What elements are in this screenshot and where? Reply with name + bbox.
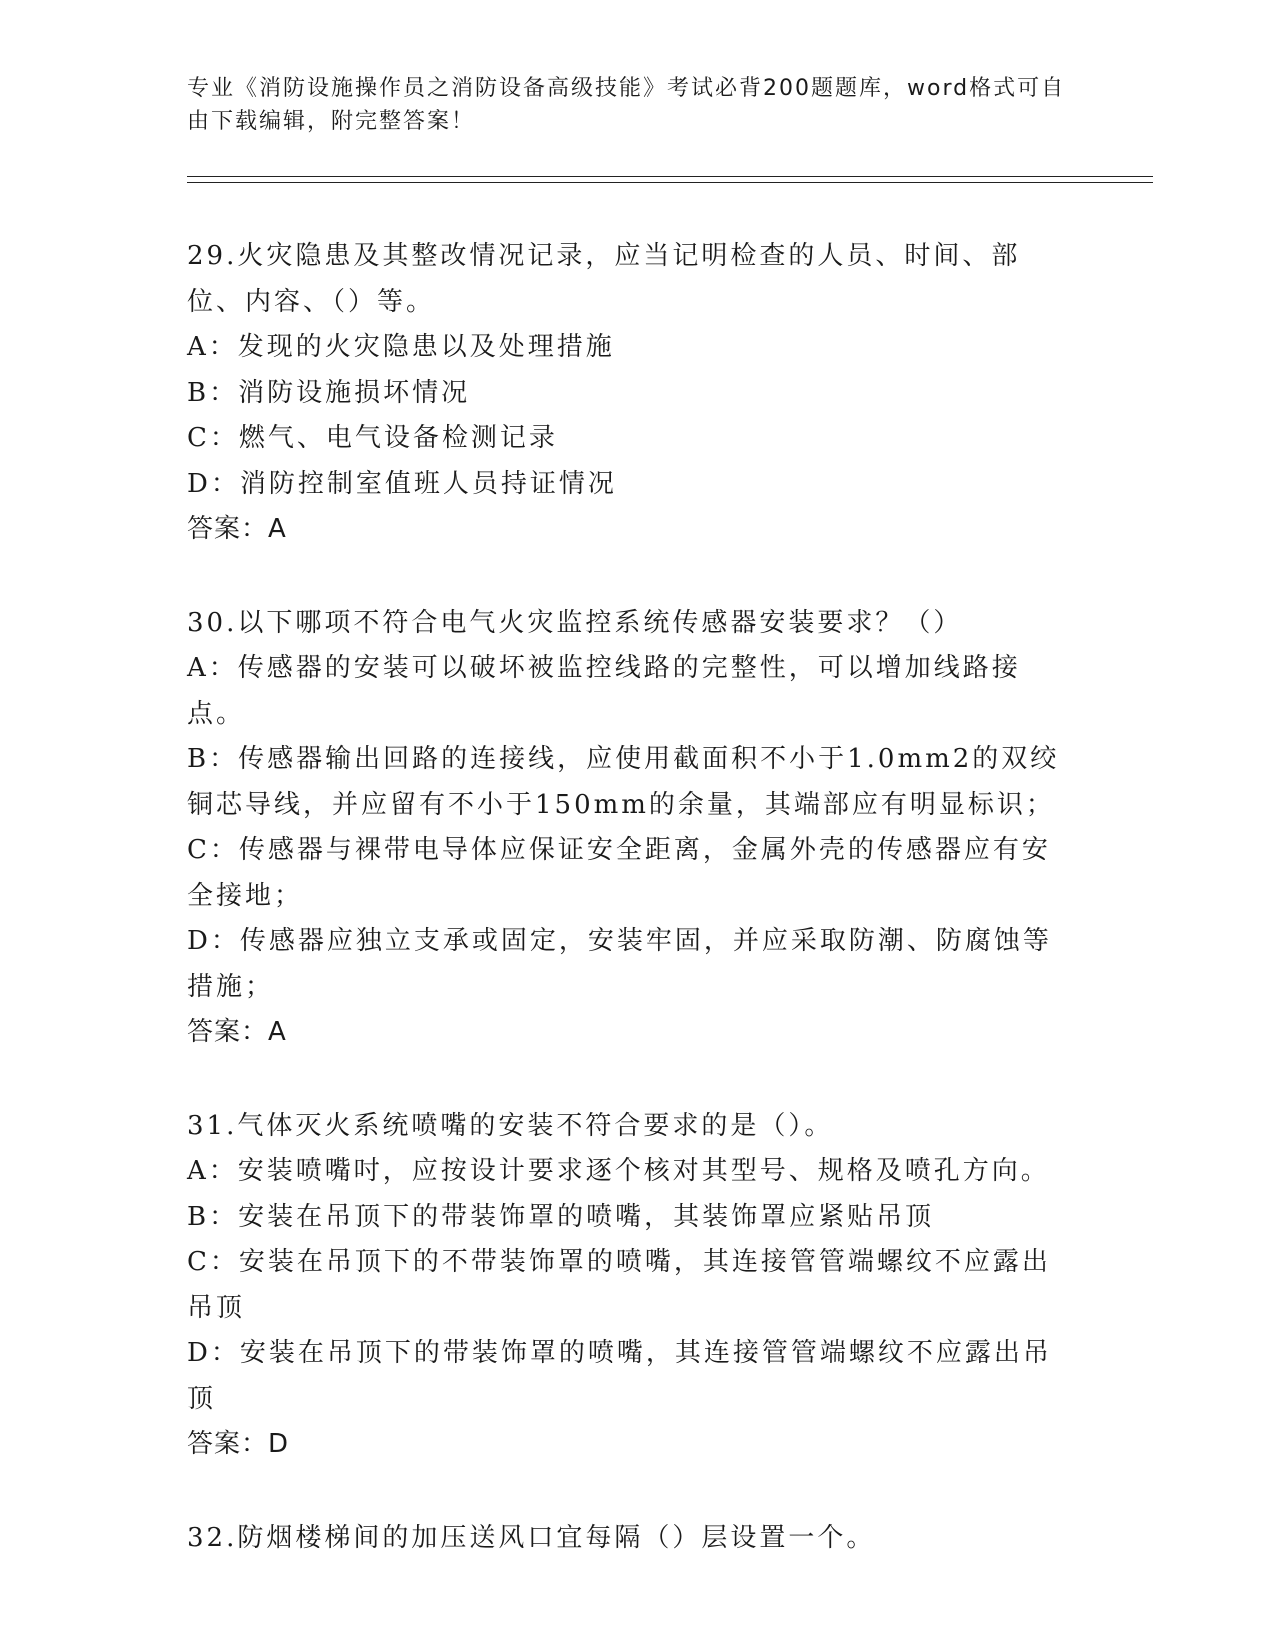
question-32 bbox=[187, 1516, 1067, 1562]
question-list bbox=[187, 234, 1067, 1609]
option-b: B：安装在吊顶下的带装饰罩的喷嘴，其装饰罩应紧贴吊顶 bbox=[187, 1201, 935, 1232]
answer: 答案：A bbox=[187, 514, 287, 544]
question-stem: 32.防烟楼梯间的加压送风口宜每隔（）层设置一个。 bbox=[187, 1522, 876, 1553]
option-c: C：传感器与裸带电导体应保证安全距离，金属外壳的传感器应有安全接地； bbox=[187, 835, 1051, 911]
question-stem: 30.以下哪项不符合电气火灾监控系统传感器安装要求？（） bbox=[187, 607, 963, 638]
option-d: D：消防控制室值班人员持证情况 bbox=[187, 468, 617, 499]
option-d: D：安装在吊顶下的带装饰罩的喷嘴，其连接管管端螺纹不应露出吊顶 bbox=[187, 1338, 1052, 1414]
answer: 答案：A bbox=[187, 1017, 287, 1047]
option-a: A：发现的火灾隐患以及处理措施 bbox=[187, 332, 615, 362]
option-c: C：燃气、电气设备检测记录 bbox=[187, 423, 558, 453]
option-a: A：安装喷嘴吋，应按设计要求逐个核对其型号、规格及喷孔方向。 bbox=[187, 1156, 1050, 1186]
option-a: A：传感器的安装可以破坏被监控线路的完整性，可以增加线路接点。 bbox=[187, 653, 1021, 729]
answer: 答案：D bbox=[187, 1429, 290, 1459]
document-header: 专业《消防设施操作员之消防设备高级技能》考试必背200题题库，word格式可自由下载编辑，附完整答案！ bbox=[187, 76, 1066, 134]
question-31 bbox=[187, 1104, 1067, 1468]
question-30 bbox=[187, 601, 1067, 1056]
option-b: B：传感器输出回路的连接线，应使用截面积不小于1.0mm2的双绞铜芯导线，并应留有不小于150mm的余量，其端部应有明显标识； bbox=[187, 744, 1060, 820]
option-c: C：安装在吊顶下的不带装饰罩的喷嘴，其连接管管端螺纹不应露出吊顶 bbox=[187, 1247, 1051, 1323]
option-b: B：消防设施损坏情况 bbox=[187, 377, 471, 408]
question-29 bbox=[187, 234, 1067, 553]
option-d: D：传感器应独立支承或固定，安装牢固，并应采取防潮、防腐蚀等措施； bbox=[187, 926, 1052, 1002]
header-divider-bottom bbox=[187, 182, 1153, 183]
question-stem: 29.火灾隐患及其整改情况记录，应当记明检查的人员、时间、部位、内容、（）等。 bbox=[187, 241, 1021, 317]
question-stem: 31.气体灭火系统喷嘴的安装不符合要求的是（）。 bbox=[187, 1110, 834, 1141]
header-divider-top bbox=[187, 176, 1153, 177]
